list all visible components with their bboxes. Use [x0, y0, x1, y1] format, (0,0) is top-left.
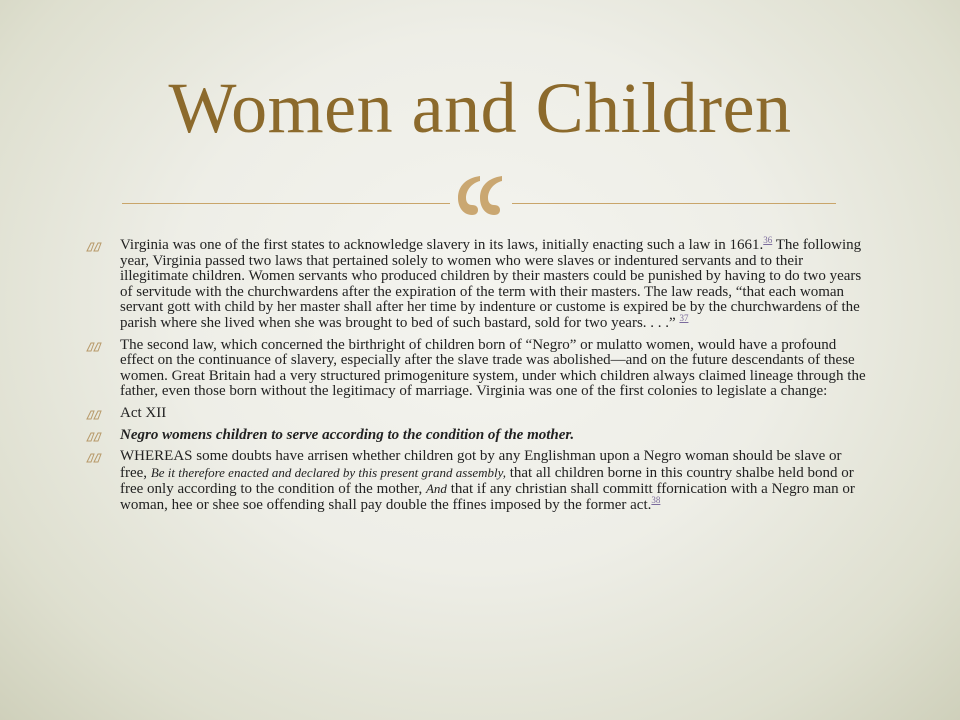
list-item	[86, 235, 866, 332]
item-text: The following year, Virginia passed two laws that pertained solely to women who were slaves or indentured servants and to their illegitimate children. Women servants who produced children by their masters could be punished by having to do two years of servitude with the churchwardens after the expiration of the term with their masters. The law reads, “that each woman servant gott with child by her master shall after her time by indenture or custome is expired be by the churchwardens of the parish where she lived when she was brought to bed of such bastard, sold for two years. . . .”	[120, 237, 862, 331]
item-text-italic: Be it therefore enacted and declared by this present grand assembly,	[150, 464, 506, 480]
quote-ornament-icon	[452, 168, 510, 224]
item-text: The second law, which concerned the birthright of children born of “Negro” or mulatto women, would have a profound effect on the continuance of slavery, especially after the slave trade was abolished—and on the future descendants of these women. Great Britain had a very structured primogeniture system, under which children always claimed lineage through the father, even those born without the legitimacy of marriage. Virginia was one of the first colonies to legislate a change:	[120, 336, 866, 400]
slide-title: Women and Children	[168, 68, 792, 148]
list-item	[86, 428, 866, 444]
list-item	[86, 406, 866, 422]
quote-bullet-icon	[86, 240, 104, 252]
footnote-link[interactable]: 38	[651, 494, 661, 505]
slide-content	[86, 235, 866, 520]
item-text: Negro womens children to serve according to the condition of the mother.	[120, 426, 575, 443]
quote-bullet-icon	[86, 408, 104, 420]
list-item	[86, 338, 866, 400]
item-text-italic: And	[425, 481, 447, 497]
quote-bullet-icon	[86, 451, 104, 463]
divider-right	[512, 203, 836, 204]
footnote-link[interactable]: 37	[679, 312, 689, 323]
item-text: Virginia was one of the first states to acknowledge slavery in its laws, initially enacting such a law in 1661.	[120, 237, 764, 253]
footnote-link[interactable]: 36	[763, 235, 773, 245]
item-text: WHEREAS some doubts have arrisen whether children got by any Englishman upon a Negro woman should be slave or free,	[120, 448, 842, 481]
item-text: that all children borne in this country shalbe held bond or free only according to the condition of the mother,	[120, 464, 854, 498]
divider-left	[122, 203, 450, 204]
item-text: Act XII	[120, 404, 167, 421]
quote-bullet-icon	[86, 340, 104, 352]
quote-bullet-icon	[86, 430, 104, 442]
item-text: that if any christian shall committ ffornication with a Negro man or woman, hee or shee soe offending shall pay double the ffines imposed by the former act.	[120, 481, 855, 513]
list-item	[86, 449, 866, 513]
